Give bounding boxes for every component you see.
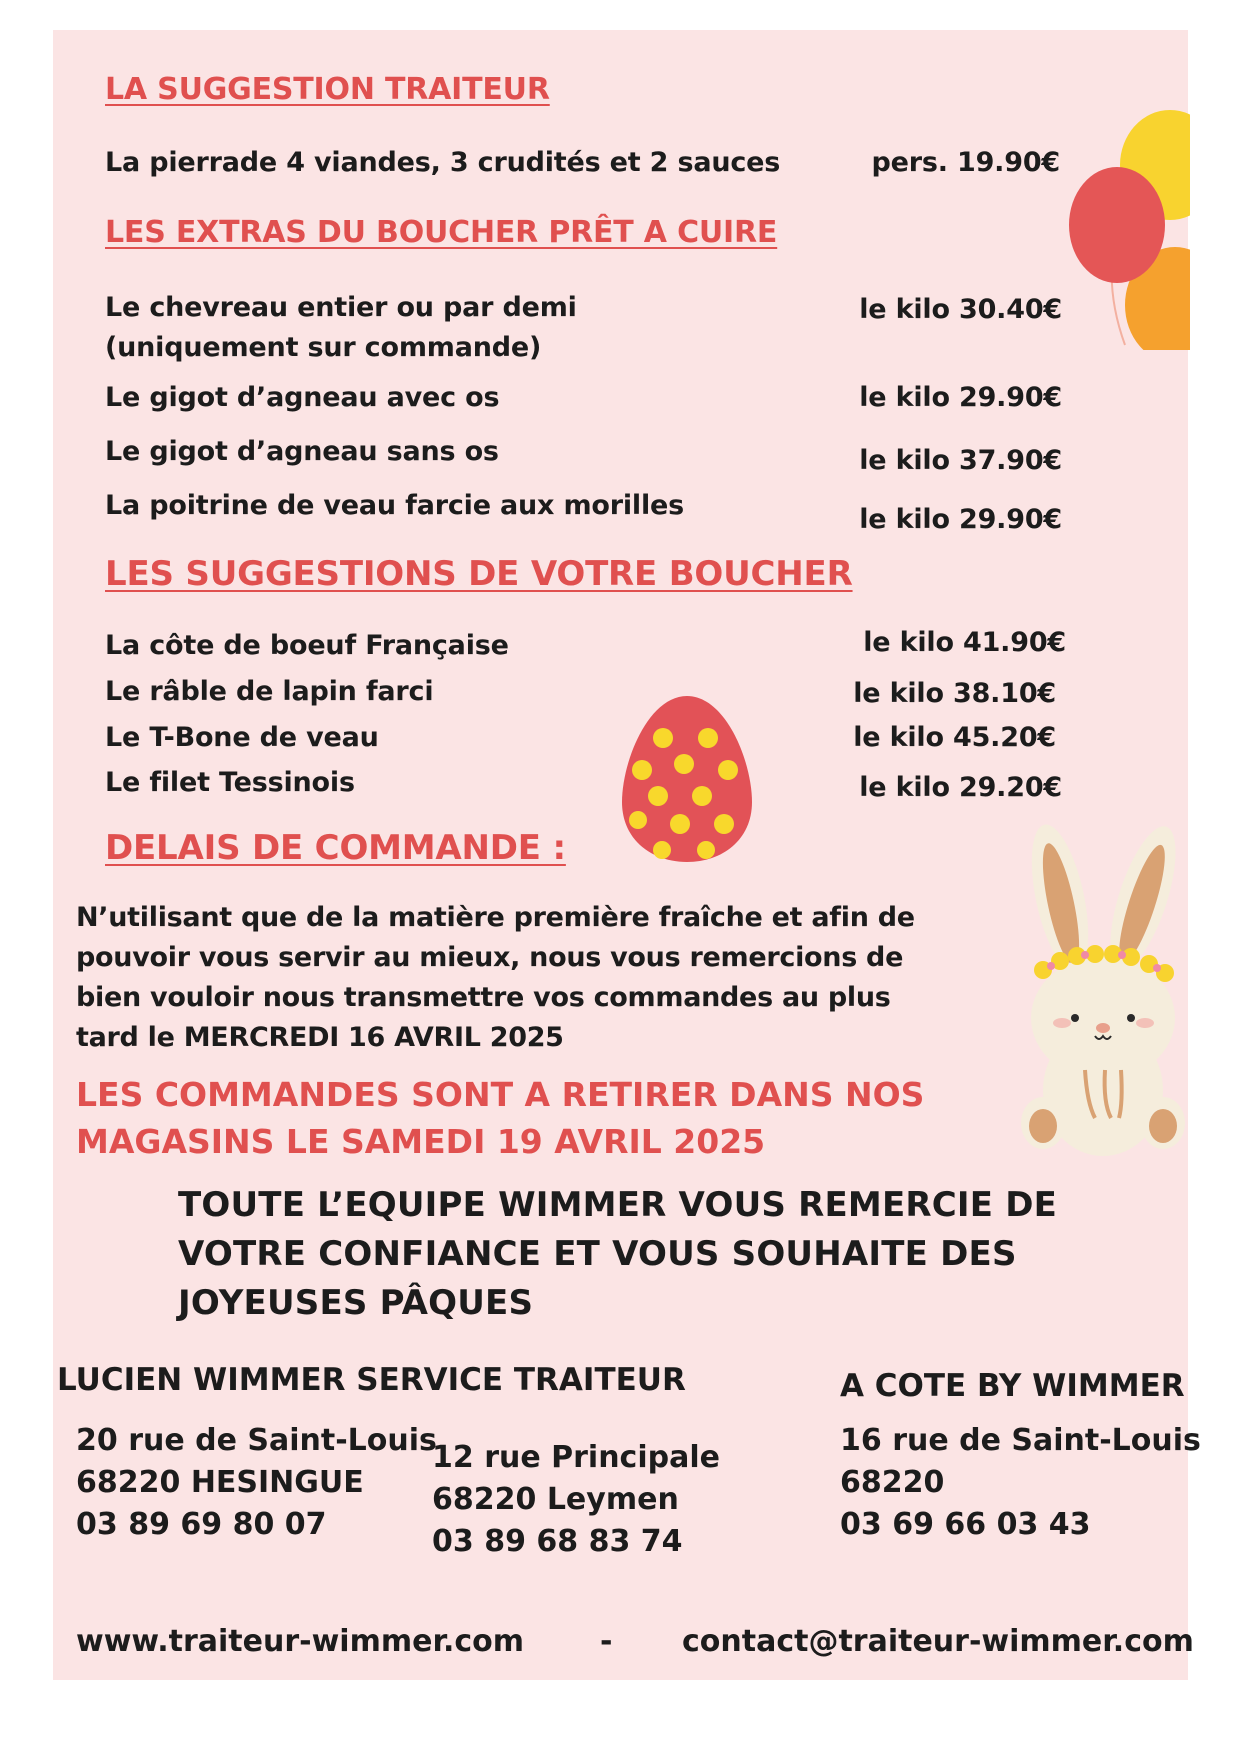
section-title-extras: LES EXTRAS DU BOUCHER PRÊT A CUIRE (105, 215, 778, 250)
address-street: 20 rue de Saint-Louis (76, 1423, 437, 1458)
menu-item-name: Le gigot d’agneau avec os (105, 382, 500, 413)
address-phone: 03 89 69 80 07 (76, 1507, 327, 1542)
menu-item-price: le kilo 30.40€ (859, 294, 1062, 325)
balloons-illustration (1065, 110, 1190, 350)
section-title-boucher: LES SUGGESTIONS DE VOTRE BOUCHER (105, 554, 853, 594)
address-acote (840, 1420, 1201, 1546)
menu-item-price: le kilo 29.90€ (859, 382, 1062, 413)
menu-item-name: Le filet Tessinois (105, 767, 355, 798)
menu-item-name: Le chevreau entier ou par demi (105, 292, 577, 323)
menu-item-price: le kilo 45.20€ (853, 722, 1056, 753)
menu-item-price: pers. 19.90€ (871, 147, 1060, 178)
address-phone: 03 69 66 03 43 (840, 1507, 1091, 1542)
menu-item-name: Le gigot d’agneau sans os (105, 436, 499, 467)
section-title-traiteur: LA SUGGESTION TRAITEUR (105, 72, 550, 107)
shop-name-acote: A COTE BY WIMMER (840, 1368, 1185, 1404)
address-leymen (432, 1437, 720, 1563)
menu-item-name: Le râble de lapin farci (105, 676, 434, 707)
shop-name-lucien: LUCIEN WIMMER SERVICE TRAITEUR (57, 1362, 686, 1398)
website-link[interactable]: www.traiteur-wimmer.com (76, 1624, 525, 1659)
menu-item-name: La côte de boeuf Française (105, 630, 509, 661)
address-city: 68220 HESINGUE (76, 1465, 364, 1500)
email-link[interactable]: contact@traiteur-wimmer.com (682, 1624, 1194, 1659)
order-deadline-text: N’utilisant que de la matière première fraîche et afin de pouvoir vous servir au mieux, nous vous remercions de bien vouloir nous transmettre vos commandes au plus tard le MERCREDI 16 AVRIL 2025 (76, 902, 915, 1053)
menu-item-name: Le T-Bone de veau (105, 722, 379, 753)
menu-item-name: La poitrine de veau farcie aux morilles (105, 490, 685, 521)
menu-item-price: le kilo 29.20€ (859, 772, 1062, 803)
easter-egg-illustration (618, 692, 756, 866)
menu-item-price: le kilo 29.90€ (859, 504, 1062, 535)
address-city: 68220 (840, 1465, 945, 1500)
section-title-delais: DELAIS DE COMMANDE : (105, 828, 566, 868)
menu-item-price: le kilo 38.10€ (853, 678, 1056, 709)
menu-item-price: le kilo 37.90€ (859, 445, 1062, 476)
pickup-notice: LES COMMANDES SONT A RETIRER DANS NOS MAGASINS LE SAMEDI 19 AVRIL 2025 (76, 1075, 925, 1161)
address-street: 16 rue de Saint-Louis (840, 1423, 1201, 1458)
menu-item-price: le kilo 41.90€ (863, 627, 1066, 658)
menu-item-name: La pierrade 4 viandes, 3 crudités et 2 sauces (105, 147, 781, 178)
closing-message: TOUTE L’EQUIPE WIMMER VOUS REMERCIE DE VOTRE CONFIANCE ET VOUS SOUHAITE DES JOYEUSES PÂQUES (178, 1185, 1058, 1323)
menu-item-note: (uniquement sur commande) (105, 332, 542, 363)
footer-separator: - (600, 1624, 613, 1659)
address-street: 12 rue Principale (432, 1440, 720, 1475)
address-hesingue (76, 1420, 437, 1546)
address-city: 68220 Leymen (432, 1482, 679, 1517)
address-phone: 03 89 68 83 74 (432, 1524, 683, 1559)
bunny-illustration (1015, 818, 1190, 1158)
